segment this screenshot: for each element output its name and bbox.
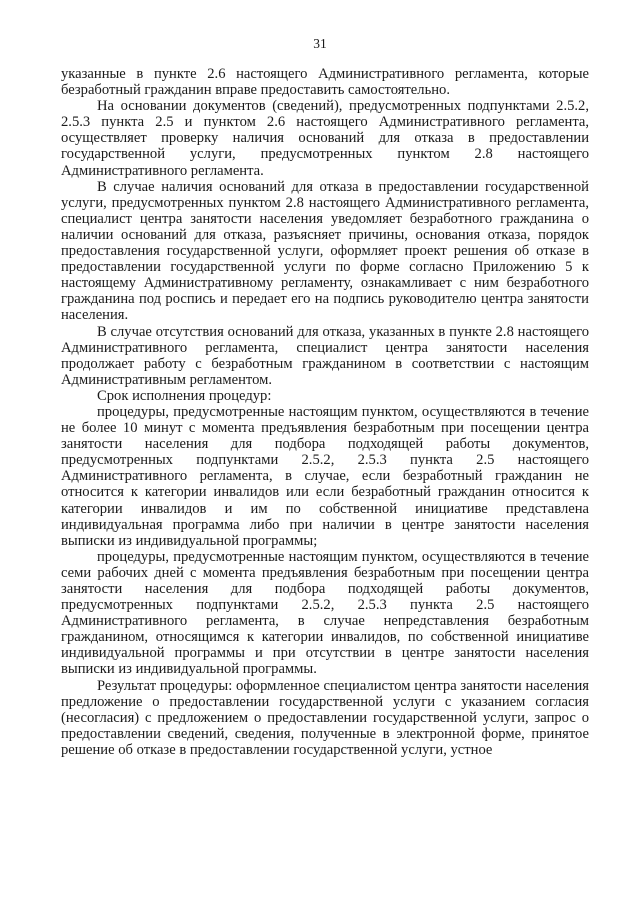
paragraph: процедуры, предусмотренные настоящим пунктом, осуществляются в течение не более 10 минут с момента предъявления безработным при посещении центра занятости населения для подбора подходящей работы документов, предусмотренных подпунктами 2.5.2, 2.5.3 пункта 2.5 настоящего Административного регламента, в случае, если безработный гражданин не относится к категории инвалидов или если безработный гражданин относится к категории инвалидов и им по собственной инициативе представлена индивидуальная программа либо при наличии в центре занятости населения выписки из индивидуальной программы;	[61, 403, 589, 549]
paragraph: В случае отсутствия оснований для отказа, указанных в пункте 2.8 настоящего Административного регламента, специалист центра занятости населения продолжает работу с безработным гражданином в соответствии с настоящим Административным регламентом.	[61, 323, 589, 388]
paragraph: указанные в пункте 2.6 настоящего Административного регламента, которые безработный гражданин вправе предоставить самостоятельно.	[61, 66, 589, 99]
page-number: 31	[313, 36, 327, 51]
paragraph: Результат процедуры: оформленное специалистом центра занятости населения предложение о предоставлении государственной услуги с указанием согласия (несогласия) с предложением о предоставлении государственной услуги, запрос о предоставлении сведений, сведения, полученные в электронной форме, принятое решение об отказе в предоставлении государственной услуги, устное	[61, 677, 589, 758]
paragraph: процедуры, предусмотренные настоящим пунктом, осуществляются в течение семи рабочих дней с момента предъявления безработным при посещении центра занятости населения для подбора подходящей работы документов, предусмотренных подпунктами 2.5.2, 2.5.3 пункта 2.5 настоящего Административного регламента, в случае непредставления безработным гражданином, относящимся к категории инвалидов, по собственной инициативе индивидуальной программы и при отсутствии в центре занятости населения выписки из индивидуальной программы.	[61, 548, 589, 678]
paragraph: На основании документов (сведений), предусмотренных подпунктами 2.5.2, 2.5.3 пункта 2.5 и пунктом 2.6 настоящего Административного регламента, осуществляет проверку наличия оснований для отказа в предоставлении государственной услуги, предусмотренных пунктом 2.8 настоящего Административного регламента.	[61, 98, 589, 179]
document-body	[61, 66, 589, 758]
paragraph: В случае наличия оснований для отказа в предоставлении государственной услуги, предусмотренных пунктом 2.8 настоящего Административного регламента, специалист центра занятости населения уведомляет безработного гражданина о наличии оснований для отказа, разъясняет причины, основания отказа, порядок предоставления государственной услуги, оформляет проект решения об отказе в предоставлении государственной услуги по форме согласно Приложению 5 к настоящему Административному регламенту, ознакамливает с ним безработного гражданина под роспись и передает его на подпись руководителю центра занятости населения.	[61, 178, 589, 324]
paragraph: Срок исполнения процедур:	[97, 387, 272, 404]
